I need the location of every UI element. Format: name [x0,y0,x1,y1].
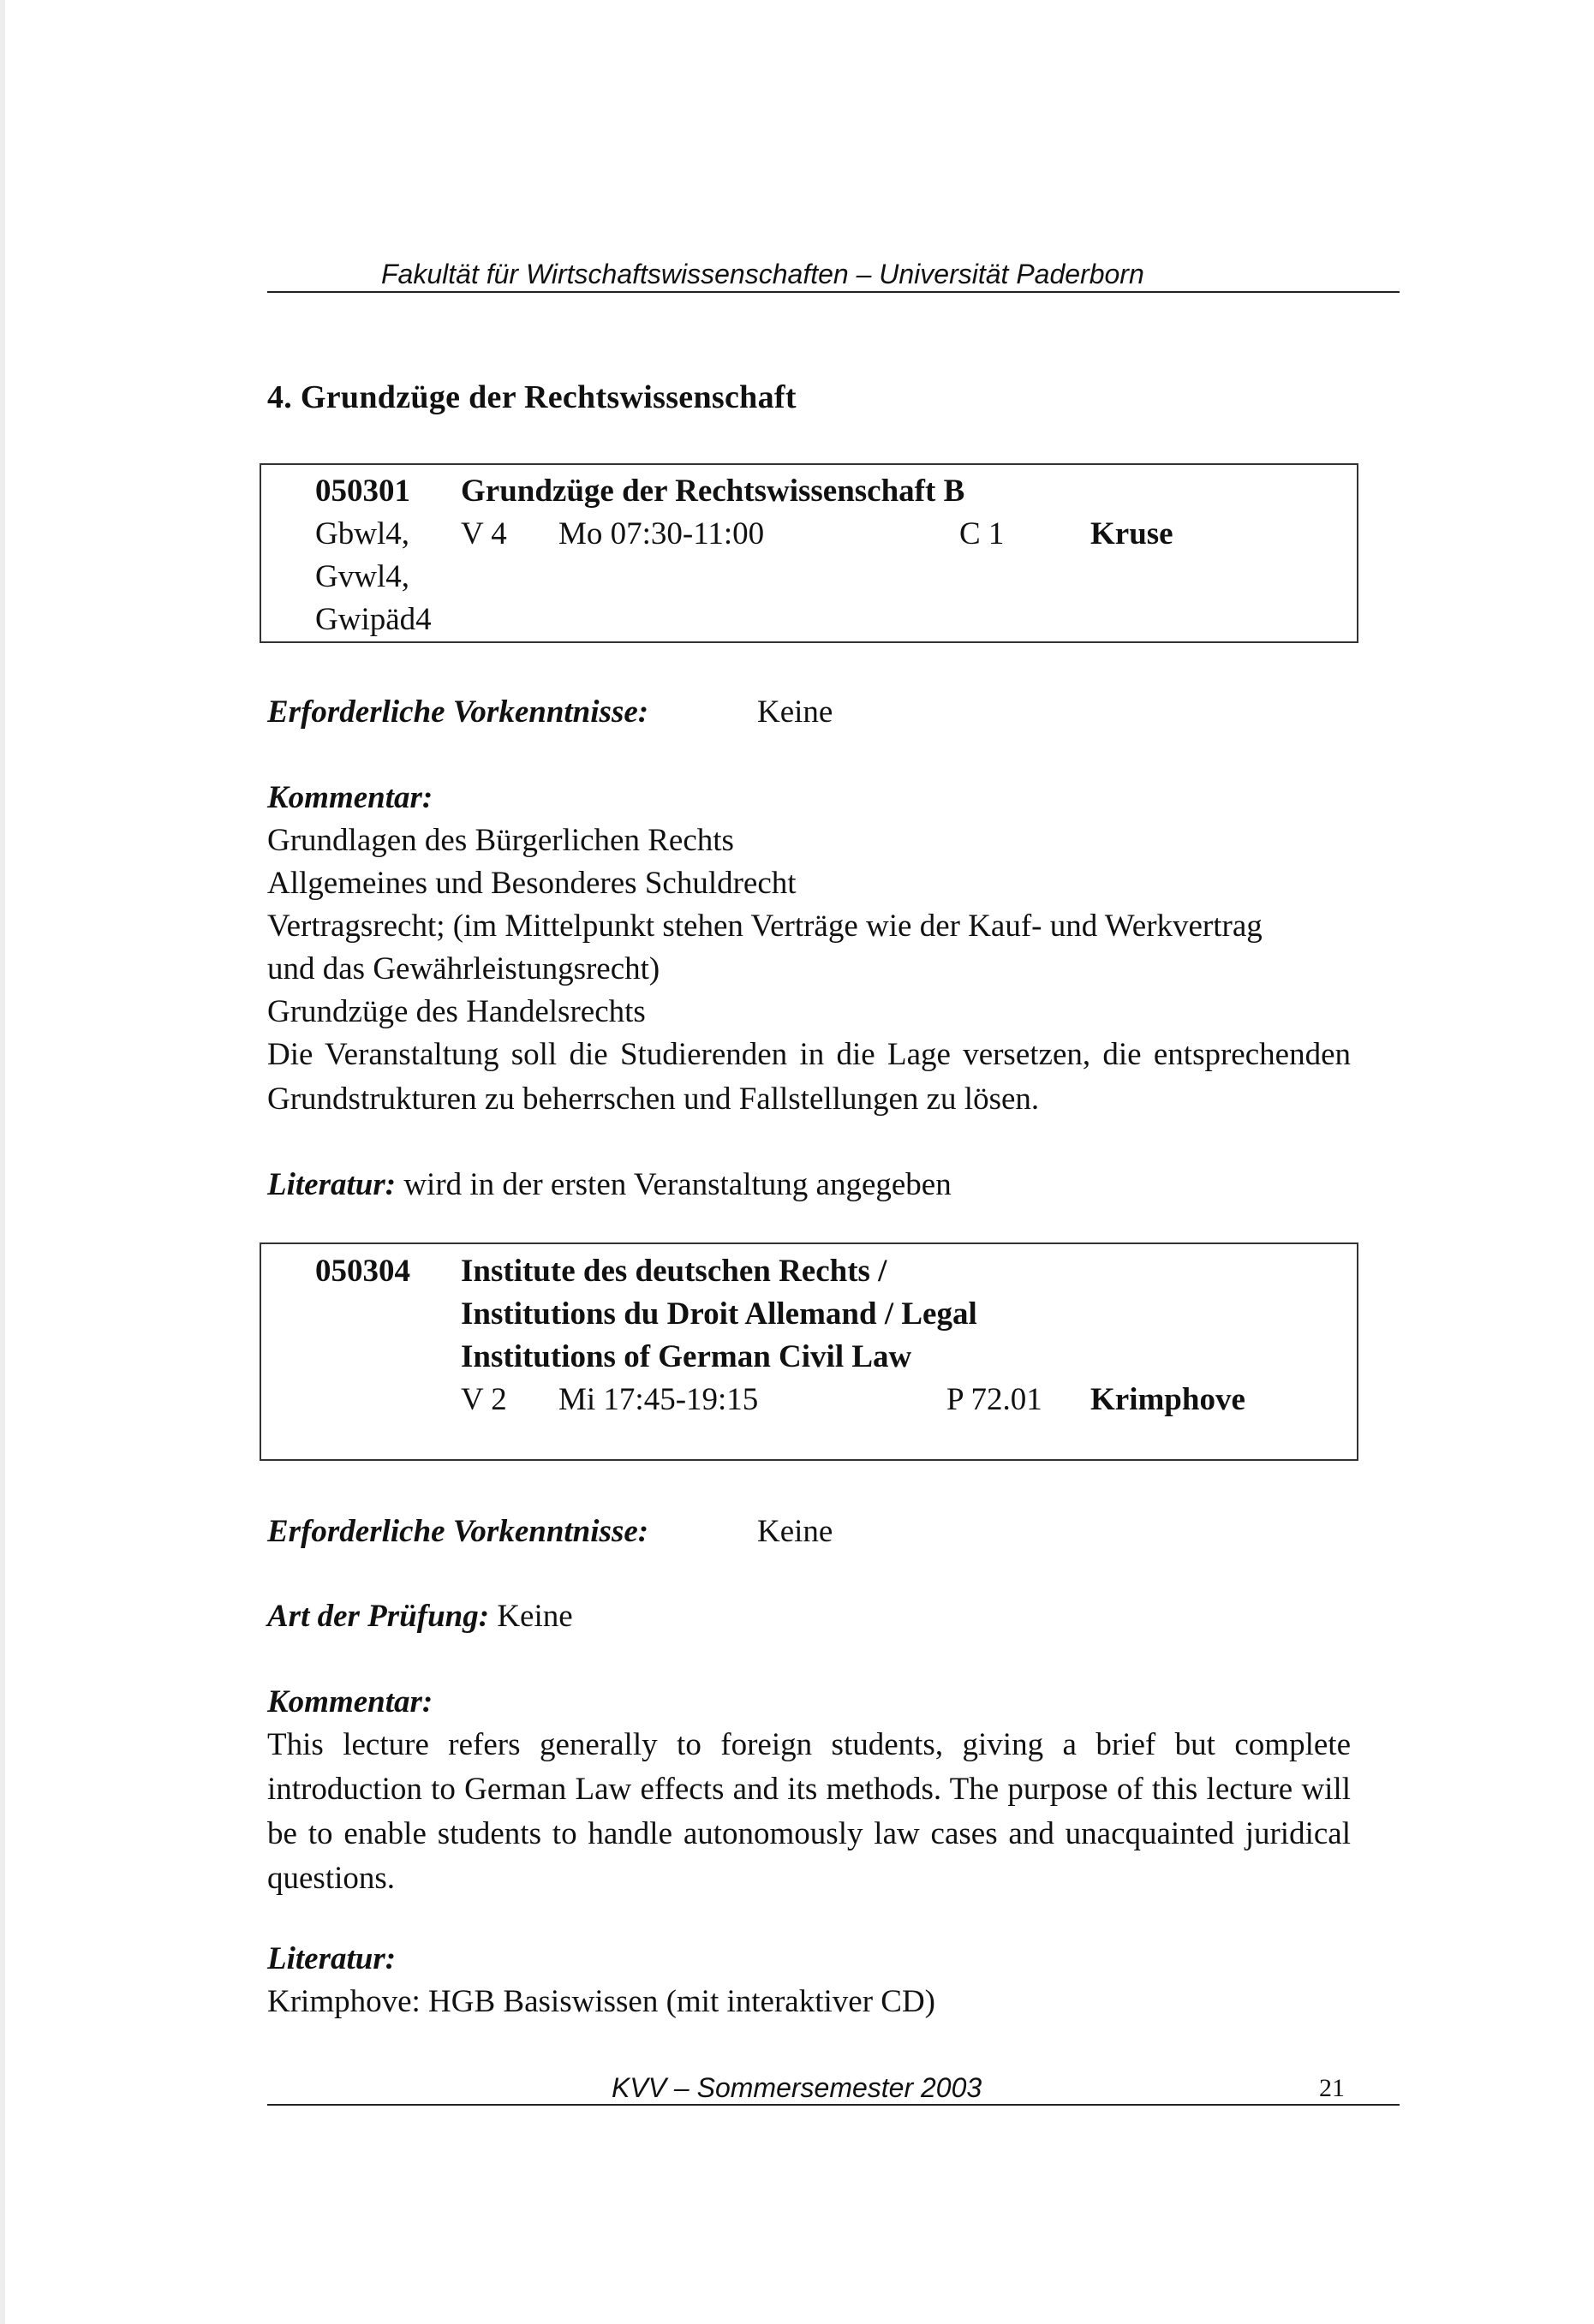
course-time: Mo 07:30-11:00 [558,516,765,551]
course-title-line: Institutions of German Civil Law [461,1339,912,1374]
prereq-label: Erforderliche Vorkenntnisse: [267,1514,649,1549]
course-program: Gwipäd4 [315,602,432,637]
header-rule [267,291,1400,293]
course-lecturer: Krimphove [1090,1382,1245,1417]
comment-line: Vertragsrecht; (im Mittelpunkt stehen Verträge wie der Kauf- und Werkvertrag [267,909,1263,944]
literature-label: Literatur: [267,1941,397,1976]
comment-line: Allgemeines und Besonderes Schuldrecht [267,866,797,901]
comment-label: Kommentar: [267,1684,433,1719]
exam-line [267,1594,573,1639]
comment-label: Kommentar: [267,780,433,815]
course-type: V 4 [461,516,507,551]
page-header: Fakultät für Wirtschaftswissenschaften – Universität Paderborn [381,259,1144,289]
comment-line: Grundlagen des Bürgerlichen Rechts [267,823,734,858]
prereq-label: Erforderliche Vorkenntnisse: [267,694,649,730]
footer-rule [267,2104,1400,2106]
comment-line: und das Gewährleistungsrecht) [267,951,660,986]
page-number: 21 [1319,2074,1345,2102]
course-number: 050301 [315,474,410,509]
course-program: Gbwl4, [315,516,409,551]
page-footer: KVV – Sommersemester 2003 [612,2072,982,2103]
literature-line [267,1163,952,1207]
exam-label: Art der Prüfung: [267,1599,490,1634]
exam-value: Keine [497,1599,573,1634]
course-number: 050304 [315,1254,410,1289]
literature-label: Literatur: [267,1167,397,1202]
comment-paragraph: Die Veranstaltung soll die Studierenden in die Lage versetzen, die entsprechenden Grundstrukturen zu beherrschen und Fallstellungen zu lösen. [267,1037,1351,1117]
prereq-value: Keine [757,1514,833,1549]
course-program: Gvwl4, [315,559,409,594]
literature-value: Krimphove: HGB Basiswissen (mit interaktiver CD) [267,1984,935,2019]
comment-paragraph: This lecture refers generally to foreign students, giving a brief but complete introduction to German Law effects and its methods. The purpose of this lecture will be to enable students to handle autonomously law cases and unacquainted juridical questions. [267,1727,1351,1896]
course-title-line: Institute des deutschen Rechts / [461,1254,887,1289]
course-room: P 72.01 [946,1382,1042,1417]
course-time: Mi 17:45-19:15 [558,1382,759,1417]
section-title: 4. Grundzüge der Rechtswissenschaft [267,379,797,415]
literature-value: wird in der ersten Veranstaltung angegeben [403,1167,952,1202]
scan-edge [0,0,5,2324]
comment-line: Grundzüge des Handelsrechts [267,994,646,1029]
prereq-value: Keine [757,694,833,730]
course-title-line: Institutions du Droit Allemand / Legal [461,1296,977,1332]
course-lecturer: Kruse [1090,516,1173,551]
course-type: V 2 [461,1382,507,1417]
course-room: C 1 [959,516,1005,551]
course-title: Grundzüge der Rechtswissenschaft B [461,474,965,509]
